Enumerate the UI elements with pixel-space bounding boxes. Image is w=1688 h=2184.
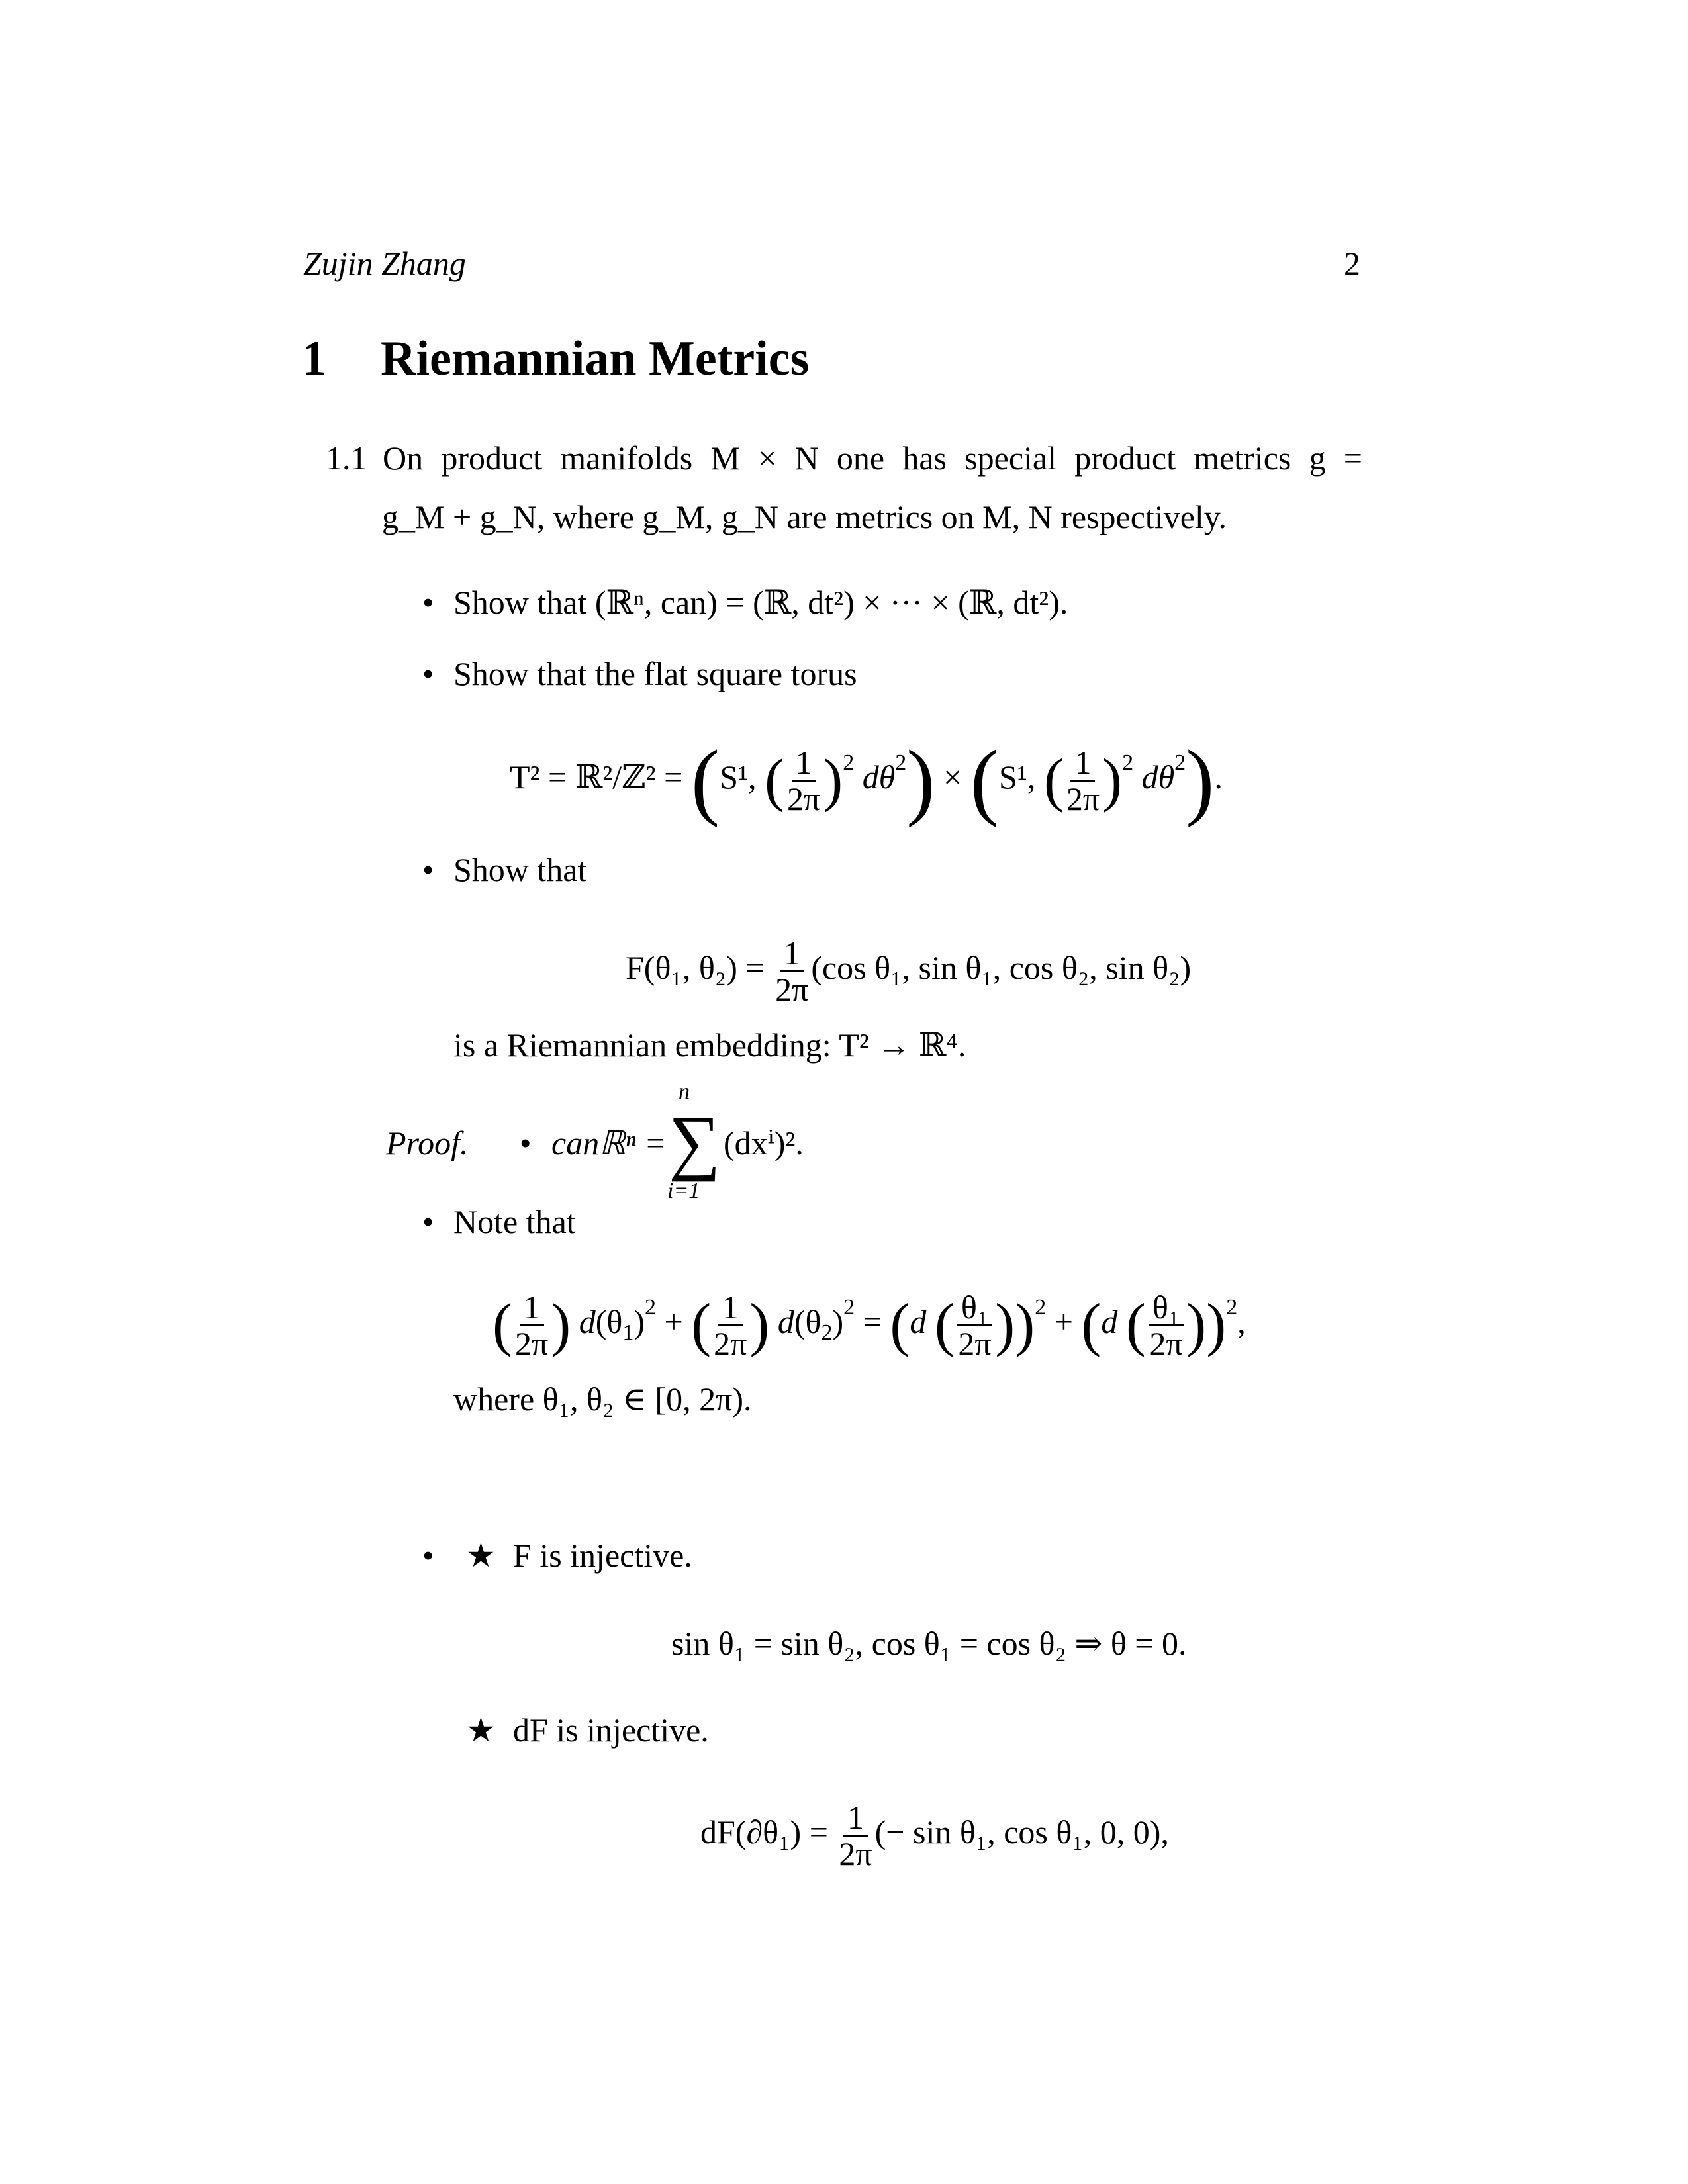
proof-label: Proof.: [386, 1124, 469, 1161]
bullet-icon: •: [422, 584, 434, 621]
sum-term: (dxⁱ)².: [724, 1124, 804, 1161]
fraction: $\frac{1}{2\pi}$: [1066, 744, 1100, 817]
eq-part: F(θ₁, θ₂) =: [626, 948, 765, 986]
bullet-text: Show that the flat square torus: [453, 655, 857, 692]
torus-equation: T² = ℝ²/ℤ² = (S¹, ( $\frac{1}{2\pi}$ )$^2$ $d\theta^2) \times (S^1$, ( $\frac{1}{2\pi}$ )$^2$ $d\theta^2$).: [510, 733, 1223, 829]
bullet-icon: •: [422, 655, 434, 692]
sum-symbol: ∑: [669, 1101, 721, 1182]
eq-part: dF(∂θ₁) =: [700, 1813, 828, 1850]
eq-part: (− sin θ₁, cos θ₁, 0, 0),: [874, 1813, 1169, 1850]
injective-equation: sin θ₁ = sin θ₂, cos θ₁ = cos θ₂ ⇒ θ = 0.: [671, 1625, 1187, 1662]
embedding-equation: [626, 936, 1191, 1007]
eq-part: T² = ℝ²/ℤ² =: [510, 758, 683, 796]
sum-lower: i=1: [667, 1179, 700, 1203]
claim-dF-injective: dF is injective.: [513, 1711, 709, 1749]
bullet-icon: •: [422, 851, 434, 888]
bullet-text: Note that: [453, 1203, 576, 1240]
star-icon: ★: [466, 1537, 496, 1574]
can-equation-lhs: canℝⁿ =: [551, 1124, 667, 1161]
running-header-author: Zujin Zhang: [303, 245, 466, 282]
section-title: Riemannian Metrics: [381, 332, 810, 386]
problem-number: 1.1: [326, 439, 367, 477]
sum-upper: n: [679, 1079, 690, 1104]
bullet-icon: •: [520, 1124, 532, 1161]
eq-part: (cos θ₁, sin θ₁, cos θ₂, sin θ₂): [811, 948, 1192, 986]
section-number: 1: [302, 332, 326, 386]
bullet-text: Show that: [453, 851, 587, 888]
fraction: $\frac{1}{2\pi}$: [839, 1799, 872, 1872]
eq-part: S¹,: [999, 758, 1036, 796]
eq-part: S¹,: [720, 758, 757, 796]
page-number: 2: [1344, 245, 1360, 282]
bullet-text: Show that (ℝⁿ, can) = (ℝ, dt²) × ··· × (ℝ, dt²).: [453, 584, 1068, 621]
embedding-conclusion: is a Riemannian embedding: T² → ℝ⁴.: [453, 1026, 966, 1064]
claim-injective: F is injective.: [513, 1537, 692, 1574]
where-clause: where θ₁, θ₂ ∈ [0, 2π).: [453, 1381, 752, 1418]
bullet-icon: •: [422, 1537, 434, 1574]
problem-line-2: g_M + g_N, where g_M, g_N are metrics on M, N respectively.: [382, 498, 1227, 535]
bullet-icon: •: [422, 1203, 434, 1240]
problem-line-1: On product manifolds M × N one has special product metrics g =: [383, 439, 1362, 477]
star-icon: ★: [466, 1711, 496, 1749]
fraction: $\frac{1}{2\pi}$: [786, 744, 821, 817]
note-equation: ( $\frac{1}{2\pi}$ ) $d(\theta_1)^2$ + ( $\frac{1}{2\pi}$ ) $d(\theta_2)^2 = (d$ ( $\frac{\text{θ₁}}{2\pi}$ ))$^2$ + (d ( $\frac{\text{θ₁}}{2\pi}$ ))$^2$,: [492, 1289, 1246, 1362]
dF-equation: [700, 1800, 1169, 1871]
fraction: $\frac{1}{2\pi}$: [775, 934, 809, 1008]
